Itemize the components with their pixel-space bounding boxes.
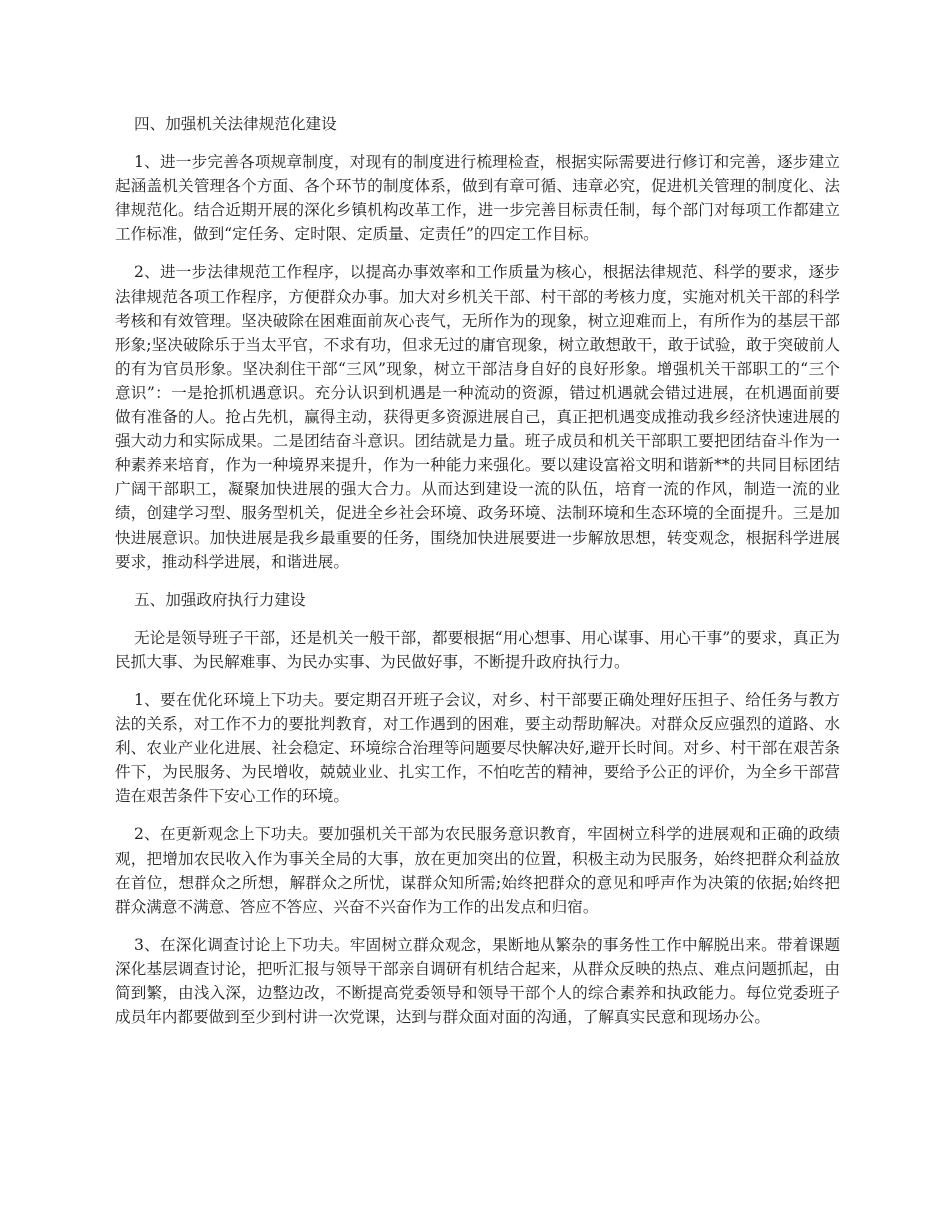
- section-4-heading: 四、加强机关法律规范化建设: [134, 115, 337, 133]
- section-5-intro: 无论是领导班子干部，还是机关一般干部，都要根据“用心想事、用心谋事、用心干事”的要求，真正为民抓大事、为民解难事、为民办实事、为民做好事，不断提升政府执行力。: [115, 628, 840, 671]
- section-4-paragraph-1: 1、进一步完善各项规章制度，对现有的制度进行梳理检查，根据实际需要进行修订和完善，逐步建立起涵盖机关管理各个方面、各个环节的制度体系，做到有章可循、违章必究，促进机关管理的制度化、法律规范化。结合近期开展的深化乡镇机构改革工作，进一步完善目标责任制，每个部门对每项工作都建立工作标准，做到“定任务、定时限、定质量、定责任”的四定工作目标。: [115, 153, 840, 244]
- section-5-paragraph-3: 3、在深化调查讨论上下功夫。牢固树立群众观念，果断地从繁杂的事务性工作中解脱出来。带着课题深化基层调查讨论，把听汇报与领导干部亲自调研有机结合起来，从群众反映的热点、难点问题抓起，由简到繁，由浅入深，边整边改，不断提高党委领导和领导干部个人的综合素养和执政能力。每位党委班子成员年内都要做到至少到村讲一次党课，达到与群众面对面的沟通，了解真实民意和现场办公。: [115, 935, 840, 1027]
- section-5-heading: 五、加强政府执行力建设: [134, 590, 306, 609]
- section-4-paragraph-2: 2、进一步法律规范工作程序，以提高办事效率和工作质量为核心，根据法律规范、科学的要求，逐步法律规范各项工作程序，方便群众办事。加大对乡机关干部、村干部的考核力度，实施对机关干部的科学考核和有效管理。坚决破除在困难面前灰心丧气，无所作为的现象，树立迎难而上，有所作为的基层干部形象;坚决破除乐于当太平官，不求有功，但求无过的庸官现象，树立敢想敢干，敢于试验，敢于突破前人的有为官员形象。坚决刹住干部“三风”现象，树立干部洁身自好的良好形象。增强机关干部职工的“三个意识”：一是抢抓机遇意识。充分认识到机遇是一种流动的资源，错过机遇就会错过进展，在机遇面前要做有准备的人。抢占先机，赢得主动，获得更多资源进展自己，真正把机遇变成推动我乡经济快速进展的强大动力和实际成果。二是团结奋斗意识。团结就是力量。班子成员和机关干部职工要把团结奋斗作为一种素养来培育，作为一种境界来提升，作为一种能力来强化。要以建设富裕文明和谐新**的共同目标团结广阔干部职工，凝聚加快进展的强大合力。从而达到建设一流的队伍，培育一流的作风，制造一流的业绩，创建学习型、服务型机关，促进全乡社会环境、政务环境、法制环境和生态环境的全面提升。三是加快进展意识。加快进展是我乡最重要的任务，围绕加快进展要进一步解放思想，转变观念，根据科学进展要求，推动科学进展，和谐进展。: [115, 263, 840, 571]
- section-5-paragraph-2: 2、在更新观念上下功夫。要加强机关干部为农民服务意识教育，牢固树立科学的进展观和正确的政绩观，把增加农民收入作为事关全局的大事，放在更加突出的位置，积极主动为民服务，始终把群众利益放在首位，想群众之所想，解群众之所忧，谋群众知所需;始终把群众的意见和呼声作为决策的依据;始终把群众满意不满意、答应不答应、兴奋不兴奋作为工作的出发点和归宿。: [115, 825, 840, 916]
- section-5-paragraph-1: 1、要在优化环境上下功夫。要定期召开班子会议，对乡、村干部要正确处理好压担子、给任务与教方法的关系，对工作不力的要批判教育，对工作遇到的困难，要主动帮助解决。对群众反应强烈的道路、水利、农业产业化进展、社会稳定、环境综合治理等问题要尽快解决好,避开长时间。对乡、村干部在艰苦条件下，为民服务、为民增收，兢兢业业、扎实工作，不怕吃苦的精神，要给予公正的评价，为全乡干部营造在艰苦条件下安心工作的环境。: [115, 690, 840, 806]
- document-body: [115, 112, 840, 1043]
